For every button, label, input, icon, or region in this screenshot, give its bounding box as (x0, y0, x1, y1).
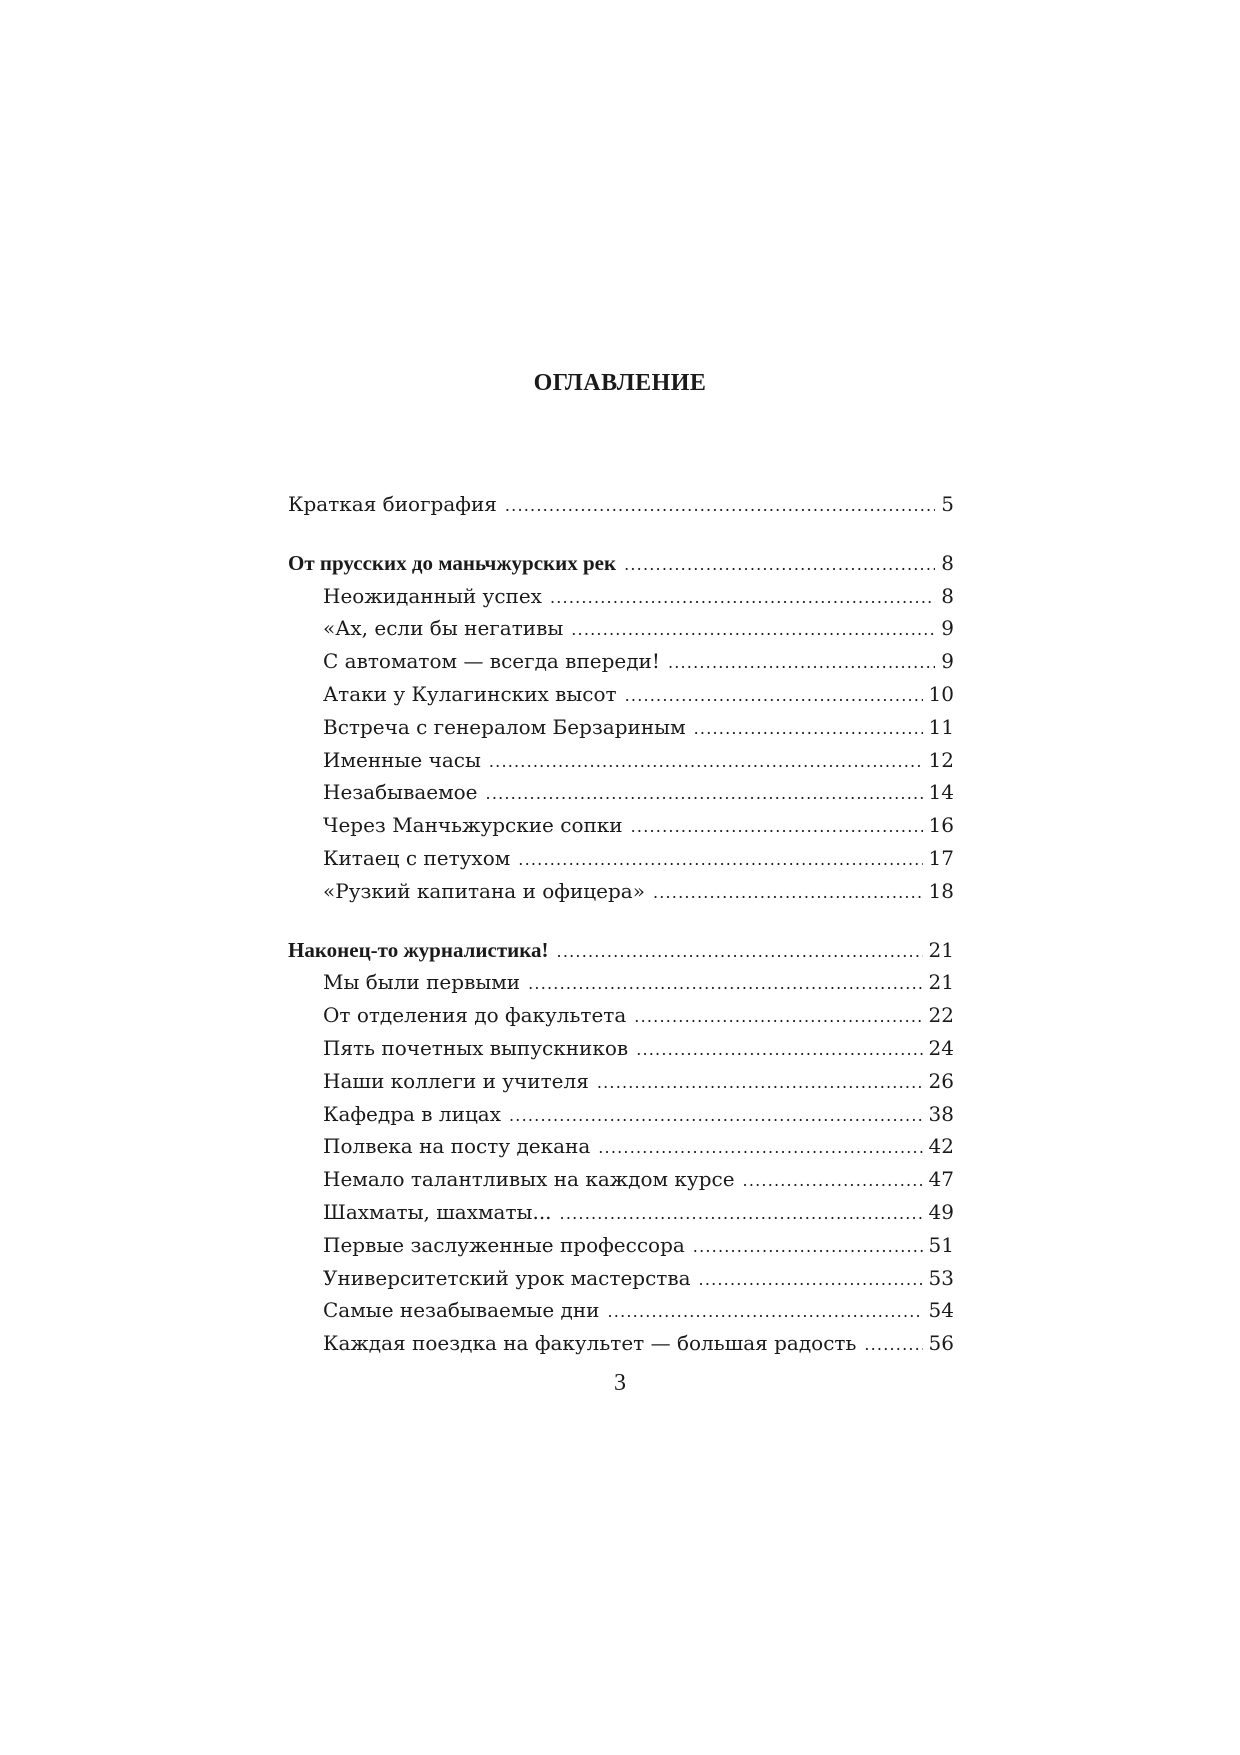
toc-entry-page: 21 (928, 970, 954, 995)
toc-section-heading[interactable] (288, 547, 954, 580)
toc-entry[interactable] (288, 1098, 954, 1131)
toc-entry-label: Университетский урок мастерства (323, 1265, 691, 1290)
toc-entry-page: 16 (928, 813, 954, 838)
toc-entry-page: 56 (928, 1331, 954, 1356)
dot-leader (486, 778, 923, 809)
dot-leader (668, 647, 935, 678)
section-gap (288, 521, 954, 547)
table-of-contents (288, 488, 954, 1360)
toc-entry[interactable] (288, 842, 954, 875)
toc-entry[interactable] (288, 744, 954, 777)
dot-leader (560, 1198, 923, 1229)
toc-entry-label: Китаец с петухом (323, 845, 511, 870)
toc-entry-page: 42 (928, 1134, 954, 1159)
dot-leader (631, 811, 923, 842)
toc-entry-label: Пять почетных выпускников (323, 1035, 629, 1060)
toc-entry-biography[interactable] (288, 488, 954, 521)
toc-entry-page: 38 (928, 1101, 954, 1126)
section-gap (288, 908, 954, 934)
toc-entry-page: 14 (928, 780, 954, 805)
toc-entry-page: 9 (941, 649, 954, 674)
dot-leader (509, 1100, 923, 1131)
toc-entry[interactable] (288, 776, 954, 809)
toc-entry[interactable] (288, 678, 954, 711)
toc-entry-label: От отделения до факультета (323, 1003, 627, 1028)
toc-entry-page: 22 (928, 1003, 954, 1028)
toc-entry[interactable] (288, 645, 954, 678)
toc-entry[interactable] (288, 809, 954, 842)
dot-leader (864, 1329, 922, 1360)
toc-entry-page: 10 (928, 681, 954, 706)
toc-entry-label: Каждая поездка на факультет — большая радость (323, 1331, 857, 1356)
dot-leader (608, 1296, 923, 1327)
toc-section-heading[interactable] (288, 934, 954, 967)
dot-leader (518, 844, 922, 875)
dot-leader (557, 936, 923, 967)
toc-section-label: От прусских до маньчжурских рек (288, 550, 617, 575)
dot-leader (571, 614, 935, 645)
dot-leader (528, 968, 922, 999)
toc-entry-page: 18 (928, 878, 954, 903)
toc-entry-page: 17 (928, 845, 954, 870)
dot-leader (636, 1034, 922, 1065)
toc-entry-label: Встреча с генералом Берзариным (323, 714, 686, 739)
toc-entry[interactable] (288, 1130, 954, 1163)
toc-entry-label: Кафедра в лицах (323, 1101, 502, 1126)
dot-leader (625, 680, 923, 711)
toc-entry-label: Полвека на посту декана (323, 1134, 591, 1159)
toc-entry-page: 24 (928, 1035, 954, 1060)
toc-entry-label: Неожиданный успех (323, 583, 542, 608)
toc-entry[interactable] (288, 1327, 954, 1360)
toc-entry-label: Мы были первыми (323, 970, 521, 995)
toc-entry-page: 53 (928, 1265, 954, 1290)
toc-entry-label: С автоматом — всегда впереди! (323, 649, 660, 674)
page-number: 3 (614, 1370, 626, 1396)
toc-entry-page: 8 (941, 583, 954, 608)
toc-entry[interactable] (288, 966, 954, 999)
toc-section-label: Наконец-то журналистика! (288, 937, 549, 962)
page-title: ОГЛАВЛЕНИЕ (533, 370, 707, 396)
toc-entry-label: Незабываемое (323, 780, 478, 805)
toc-entry-page: 51 (928, 1232, 954, 1257)
toc-entry-label: Наши коллеги и учителя (323, 1068, 589, 1093)
toc-entry-page: 5 (941, 492, 954, 516)
toc-entry-label: Через Манчьжурские сопки (323, 813, 623, 838)
toc-entry-label: Именные часы (323, 747, 481, 772)
toc-section-page: 8 (941, 550, 954, 575)
toc-entry[interactable] (288, 1065, 954, 1098)
dot-leader (694, 713, 923, 744)
toc-entry-label: Первые заслуженные профессора (323, 1232, 685, 1257)
toc-entry[interactable] (288, 1163, 954, 1196)
toc-entry-label: Немало талантливых на каждом курсе (323, 1167, 735, 1192)
dot-leader (597, 1067, 923, 1098)
toc-entry[interactable] (288, 711, 954, 744)
toc-entry-page: 49 (928, 1199, 954, 1224)
toc-entry-page: 12 (928, 747, 954, 772)
toc-entry-label: Самые незабываемые дни (323, 1298, 600, 1323)
toc-entry[interactable] (288, 1262, 954, 1295)
toc-entry-page: 11 (928, 714, 954, 739)
dot-leader (743, 1165, 923, 1196)
toc-entry[interactable] (288, 1229, 954, 1262)
dot-leader (550, 582, 935, 613)
toc-entry-label: «Ах, если бы негативы (323, 616, 564, 641)
toc-entry[interactable] (288, 580, 954, 613)
dot-leader (653, 877, 923, 908)
dot-leader (624, 549, 935, 580)
toc-entry[interactable] (288, 875, 954, 908)
dot-leader (693, 1231, 923, 1262)
dot-leader (505, 490, 935, 521)
toc-entry-label: Атаки у Кулагинских высот (323, 681, 617, 706)
toc-section-page: 21 (928, 937, 954, 962)
toc-entry[interactable] (288, 999, 954, 1032)
dot-leader (489, 746, 923, 777)
toc-entry-page: 47 (928, 1167, 954, 1192)
dot-leader (598, 1132, 922, 1163)
toc-entry-label: Краткая биография (288, 492, 497, 516)
toc-entry[interactable] (288, 1196, 954, 1229)
toc-entry-page: 26 (928, 1068, 954, 1093)
toc-entry[interactable] (288, 1032, 954, 1065)
toc-entry[interactable] (288, 1294, 954, 1327)
dot-leader (699, 1264, 923, 1295)
toc-entry-page: 9 (941, 616, 954, 641)
toc-entry[interactable] (288, 612, 954, 645)
toc-entry-page: 54 (928, 1298, 954, 1323)
toc-entry-label: «Рузкий капитана и офицера» (323, 878, 645, 903)
toc-entry-label: Шахматы, шахматы... (323, 1199, 552, 1224)
dot-leader (634, 1001, 922, 1032)
